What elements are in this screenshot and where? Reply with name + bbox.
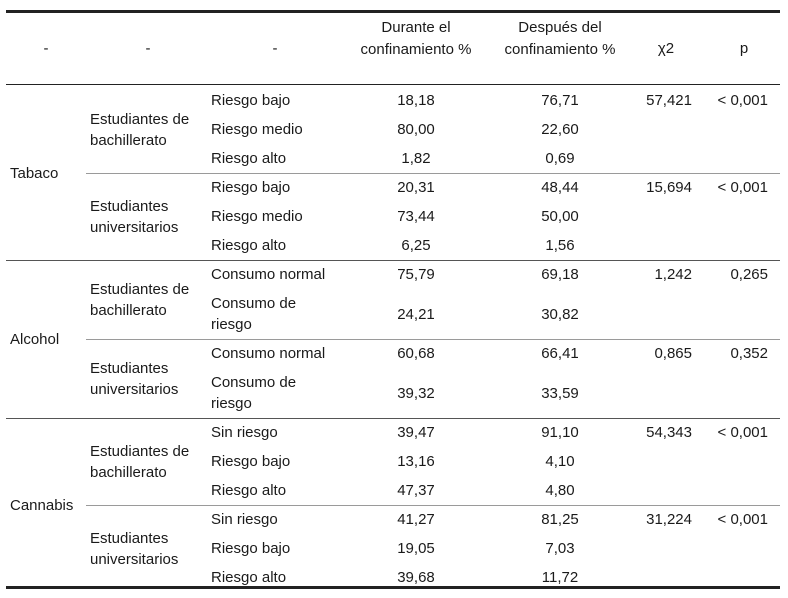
population-label: Estudiantes de bachillerato (90, 111, 190, 149)
during-value: 39,47 (397, 424, 435, 441)
chi2-value: 15,694 (646, 179, 692, 196)
header-col3: - (272, 40, 278, 57)
after-value: 33,59 (541, 385, 579, 402)
during-value: 13,16 (397, 453, 435, 470)
chi2-value: 31,224 (646, 511, 692, 528)
header-during: Durante el confinamiento % (360, 19, 472, 58)
header-col1: - (43, 40, 49, 57)
chi2-value: 54,343 (646, 424, 692, 441)
bottom-rule (6, 586, 780, 589)
after-value: 30,82 (541, 306, 579, 323)
during-value: 18,18 (397, 92, 435, 109)
category-label: Sin riesgo (211, 424, 278, 441)
during-value: 6,25 (401, 237, 431, 254)
during-value: 80,00 (397, 121, 435, 138)
after-value: 66,41 (541, 345, 579, 362)
category-label: Riesgo alto (211, 482, 287, 499)
header-chi2: χ2 (657, 40, 675, 57)
after-value: 7,03 (545, 540, 575, 557)
category-label: Riesgo medio (211, 208, 303, 225)
category-label: Consumo normal (211, 266, 326, 283)
substance-label: Tabaco (10, 165, 59, 182)
during-value: 39,32 (397, 385, 435, 402)
category-label: Consumo normal (211, 345, 326, 362)
category-label: Riesgo alto (211, 569, 287, 586)
category-label: Riesgo bajo (211, 540, 291, 557)
during-value: 1,82 (401, 150, 431, 167)
during-value: 47,37 (397, 482, 435, 499)
population-label: Estudiantes universitarios (90, 360, 179, 398)
p-value: < 0,001 (717, 511, 768, 528)
population-divider (86, 339, 780, 340)
population-label: Estudiantes de bachillerato (90, 281, 190, 319)
category-label: Riesgo bajo (211, 453, 291, 470)
header-p: p (739, 40, 749, 57)
population-label: Estudiantes de bachillerato (90, 443, 190, 481)
top-rule (6, 10, 780, 13)
after-value: 22,60 (541, 121, 579, 138)
population-label: Estudiantes universitarios (90, 198, 179, 236)
after-value: 11,72 (541, 569, 579, 586)
after-value: 81,25 (541, 511, 579, 528)
after-value: 4,80 (545, 482, 575, 499)
chi2-value: 1,242 (654, 266, 692, 283)
category-label: Riesgo bajo (211, 92, 291, 109)
p-value: < 0,001 (717, 424, 768, 441)
after-value: 50,00 (541, 208, 579, 225)
category-label: Riesgo alto (211, 237, 287, 254)
chi2-value: 57,421 (646, 92, 692, 109)
after-value: 1,56 (545, 237, 575, 254)
during-value: 41,27 (397, 511, 435, 528)
p-value: < 0,001 (717, 92, 768, 109)
population-label: Estudiantes universitarios (90, 530, 179, 568)
during-value: 24,21 (397, 306, 435, 323)
population-divider (86, 505, 780, 506)
substance-label: Cannabis (10, 497, 74, 514)
after-value: 69,18 (541, 266, 579, 283)
after-value: 76,71 (541, 92, 579, 109)
after-value: 48,44 (541, 179, 579, 196)
category-label: Sin riesgo (211, 511, 278, 528)
header-col2: - (145, 40, 151, 57)
chi2-value: 0,865 (654, 345, 692, 362)
during-value: 60,68 (397, 345, 435, 362)
during-value: 19,05 (397, 540, 435, 557)
category-label: Riesgo medio (211, 121, 303, 138)
header-rule (6, 84, 780, 85)
during-value: 20,31 (397, 179, 435, 196)
substance-label: Alcohol (10, 331, 60, 348)
p-value: < 0,001 (717, 179, 768, 196)
after-value: 4,10 (545, 453, 575, 470)
category-label: Riesgo alto (211, 150, 287, 167)
during-value: 73,44 (397, 208, 435, 225)
header-after: Después del confinamiento % (504, 19, 616, 58)
category-label: Consumo de riesgo (211, 295, 297, 333)
during-value: 75,79 (397, 266, 435, 283)
group-divider (6, 418, 780, 419)
results-table (6, 0, 780, 598)
after-value: 0,69 (545, 150, 575, 167)
group-divider (6, 260, 780, 261)
population-divider (86, 173, 780, 174)
category-label: Consumo de riesgo (211, 374, 297, 412)
p-value: 0,265 (730, 266, 768, 283)
after-value: 91,10 (541, 424, 579, 441)
category-label: Riesgo bajo (211, 179, 291, 196)
during-value: 39,68 (397, 569, 435, 586)
p-value: 0,352 (730, 345, 768, 362)
